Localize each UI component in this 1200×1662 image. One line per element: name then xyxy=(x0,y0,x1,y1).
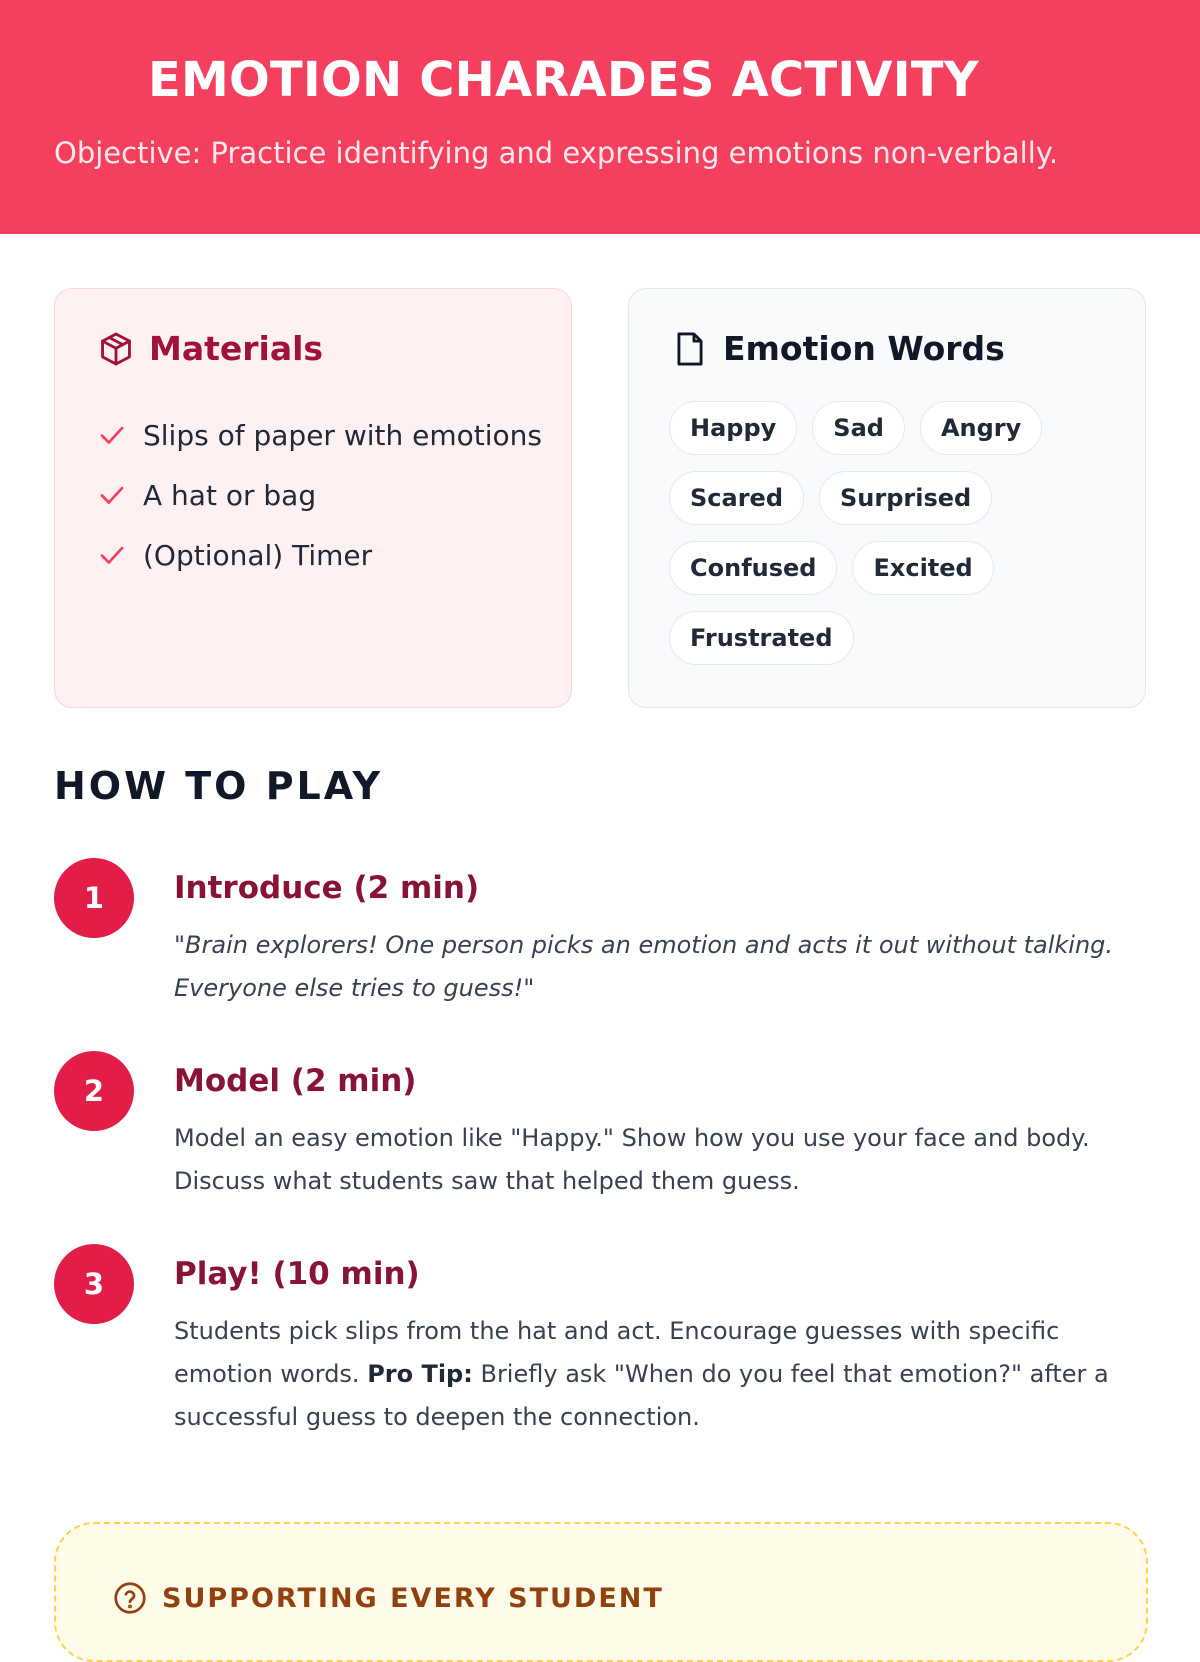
step-number-badge: 3 xyxy=(54,1244,134,1324)
emotion-chip: Surprised xyxy=(819,471,992,525)
material-label: Slips of paper with emotions xyxy=(143,418,542,452)
support-callout xyxy=(54,1522,1148,1662)
document-icon xyxy=(671,330,709,368)
step-2 xyxy=(54,1051,1154,1201)
material-label: A hat or bag xyxy=(143,478,317,512)
package-icon xyxy=(97,330,135,368)
pro-tip-label: Pro Tip: xyxy=(367,1360,473,1388)
page-title: EMOTION CHARADES ACTIVITY xyxy=(148,52,979,108)
emotion-chip: Angry xyxy=(920,401,1042,455)
emotion-words-card xyxy=(628,288,1146,708)
materials-list xyxy=(97,405,542,585)
list-item xyxy=(97,465,542,525)
emotion-chip: Sad xyxy=(812,401,905,455)
step-description: "Brain explorers! One person picks an emotion and acts it out without talking. Everyone else tries to guess!" xyxy=(174,931,1114,1002)
step-number-badge: 2 xyxy=(54,1051,134,1131)
emotion-chip: Confused xyxy=(669,541,837,595)
check-icon xyxy=(97,540,127,570)
emotion-chip-list xyxy=(669,401,1119,681)
objective-text: Objective: Practice identifying and expressing emotions non-verbally. xyxy=(54,136,1059,170)
support-heading xyxy=(112,1580,664,1616)
support-title: SUPPORTING EVERY STUDENT xyxy=(162,1582,664,1614)
step-title: Model (2 min) xyxy=(174,1063,417,1099)
material-label: (Optional) Timer xyxy=(143,538,373,572)
step-description: Model an easy emotion like "Happy." Show how you use your face and body. Discuss what students saw that helped them guess. xyxy=(174,1124,1090,1195)
materials-title: Materials xyxy=(149,329,324,368)
step-text: Briefly ask "When do you feel that emotion?" after a successful guess to deepen the connection. xyxy=(174,1360,1109,1431)
step-text: Students pick slips from the hat and act. Encourage guesses with specific emotion words. xyxy=(174,1317,1060,1388)
how-to-play-heading: HOW TO PLAY xyxy=(54,764,384,808)
materials-card xyxy=(54,288,572,708)
step-1 xyxy=(54,858,1154,1008)
step-title: Introduce (2 min) xyxy=(174,870,480,906)
check-icon xyxy=(97,480,127,510)
page-header xyxy=(0,0,1200,234)
emotion-words-title: Emotion Words xyxy=(723,329,1005,368)
step-number-badge: 1 xyxy=(54,858,134,938)
step-3 xyxy=(54,1244,1154,1444)
emotion-chip: Excited xyxy=(852,541,993,595)
emotion-chip: Happy xyxy=(669,401,797,455)
materials-heading xyxy=(97,329,323,368)
question-circle-icon xyxy=(112,1580,148,1616)
list-item xyxy=(97,525,542,585)
list-item xyxy=(97,405,542,465)
emotion-words-heading xyxy=(671,329,1005,368)
step-description xyxy=(174,1310,1134,1439)
step-title: Play! (10 min) xyxy=(174,1256,420,1292)
emotion-chip: Frustrated xyxy=(669,611,854,665)
emotion-chip: Scared xyxy=(669,471,804,525)
check-icon xyxy=(97,420,127,450)
